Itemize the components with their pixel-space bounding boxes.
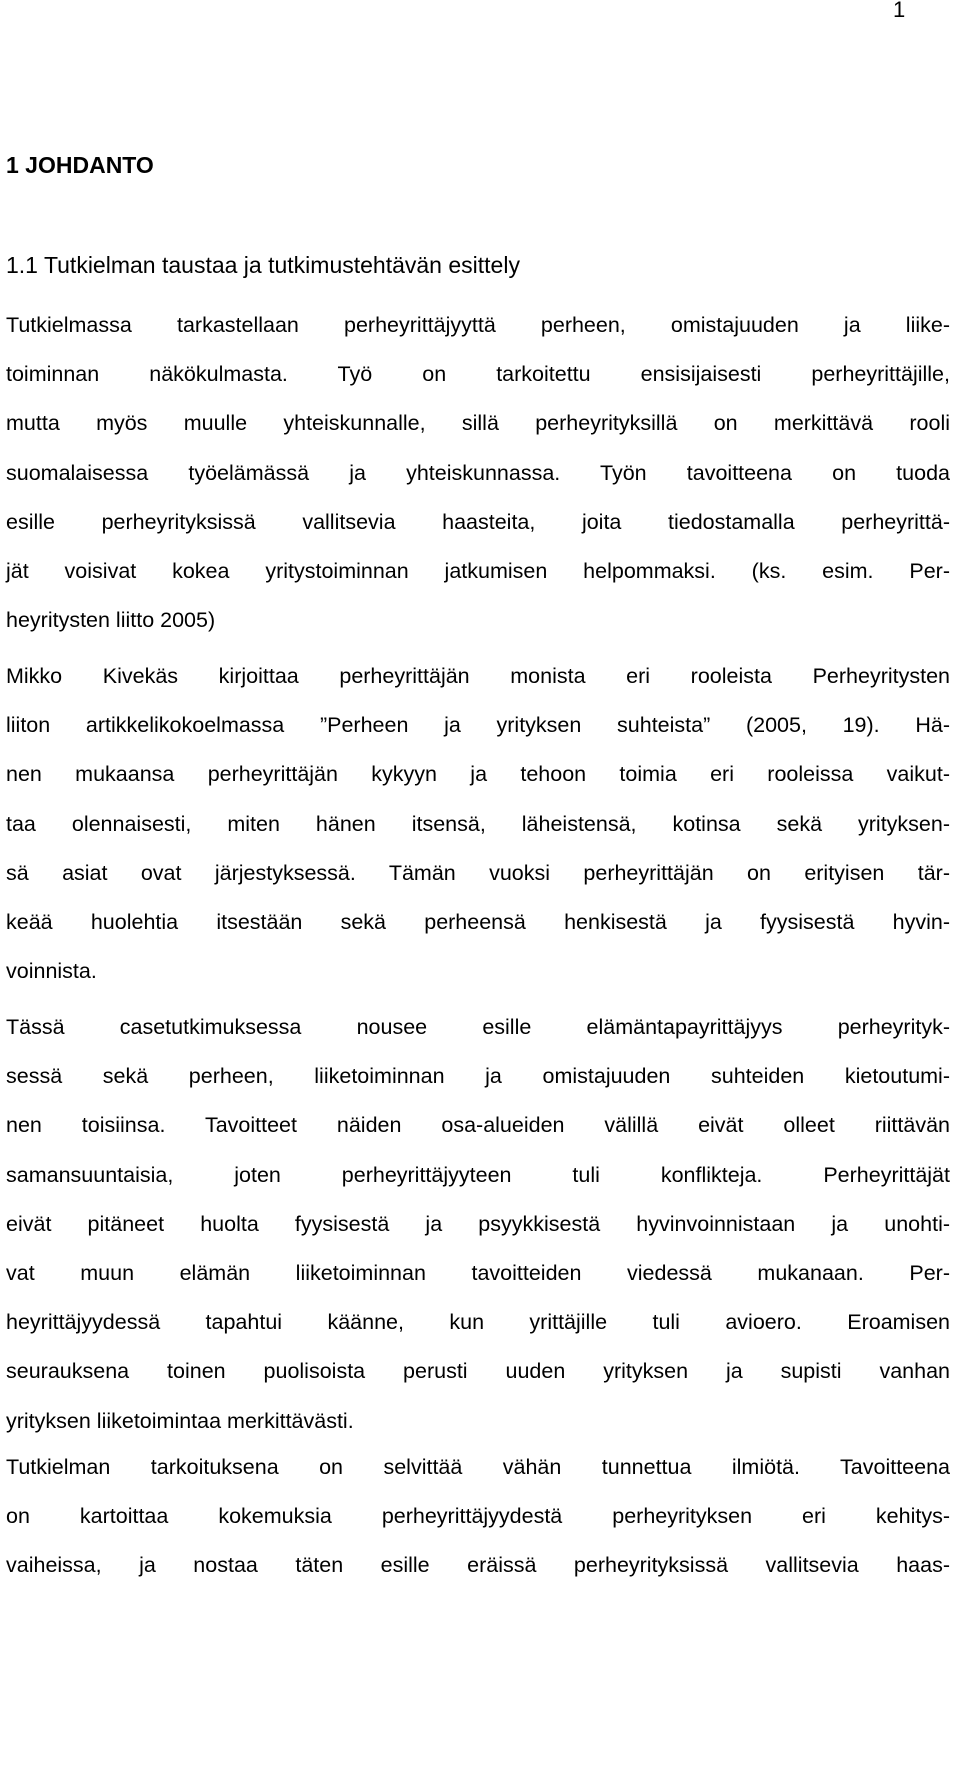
chapter-heading: 1 JOHDANTO bbox=[6, 152, 154, 178]
section-heading: 1.1 Tutkielman taustaa ja tutkimustehtävän esittely bbox=[6, 252, 520, 278]
text-line: jät voisivat kokea yritystoiminnan jatkumisen helpommaksi. (ks. esim. Per- bbox=[6, 558, 950, 583]
text-line: yrityksen liiketoimintaa merkittävästi. bbox=[6, 1408, 354, 1433]
paragraph-1 bbox=[6, 301, 950, 645]
text-line: Tutkielman tarkoituksena on selvittää vähän tunnettua ilmiötä. Tavoitteena bbox=[6, 1455, 950, 1479]
text-line: sessä sekä perheen, liiketoiminnan ja omistajuuden suhteiden kietoutumi- bbox=[6, 1064, 950, 1089]
text-line: Tutkielmassa tarkastellaan perheyrittäjyyttä perheen, omistajuuden ja liike- bbox=[6, 313, 950, 337]
text-line: Mikko Kivekäs kirjoittaa perheyrittäjän monista eri rooleista Perheyritysten bbox=[6, 664, 950, 688]
text-line: esille perheyrityksissä vallitsevia haasteita, joita tiedostamalla perheyrittä- bbox=[6, 509, 950, 534]
text-line: heyritysten liitto 2005) bbox=[6, 608, 216, 633]
text-line: vat muun elämän liiketoiminnan tavoitteiden viedessä mukanaan. Per- bbox=[6, 1260, 950, 1285]
text-line: nen mukaansa perheyrittäjän kykyyn ja tehoon toimia eri rooleissa vaikut- bbox=[6, 762, 950, 787]
paragraph-2 bbox=[6, 652, 950, 996]
text-line: mutta myös muulle yhteiskunnalle, sillä perheyrityksillä on merkittävä rooli bbox=[6, 411, 950, 436]
text-line: liiton artikkelikokoelmassa ”Perheen ja yrityksen suhteista” (2005, 19). Hä- bbox=[6, 713, 950, 738]
text-line: eivät pitäneet huolta fyysisestä ja psyykkisestä hyvinvoinnistaan ja unohti- bbox=[6, 1211, 950, 1236]
text-line: keää huolehtia itsestään sekä perheensä henkisestä ja fyysisestä hyvin- bbox=[6, 909, 950, 934]
text-line: vaiheissa, ja nostaa täten esille eräissä perheyrityksissä vallitsevia haas- bbox=[6, 1553, 950, 1578]
text-line: suomalaisessa työelämässä ja yhteiskunnassa. Työn tavoitteena on tuoda bbox=[6, 460, 950, 485]
paragraph-4 bbox=[6, 1443, 950, 1591]
text-line: voinnista. bbox=[6, 959, 97, 984]
text-line: samansuuntaisia, joten perheyrittäjyyteen tuli konflikteja. Perheyrittäjät bbox=[6, 1162, 950, 1187]
text-line: heyrittäjyydessä tapahtui käänne, kun yrittäjille tuli avioero. Eroamisen bbox=[6, 1310, 950, 1335]
text-line: nen toisiinsa. Tavoitteet näiden osa-alueiden välillä eivät olleet riittävän bbox=[6, 1113, 950, 1138]
page-number: 1 bbox=[893, 0, 906, 22]
paragraph-3 bbox=[6, 1003, 950, 1446]
text-line: seurauksena toinen puolisoista perusti uuden yrityksen ja supisti vanhan bbox=[6, 1359, 950, 1384]
text-line: Tässä casetutkimuksessa nousee esille elämäntapayrittäjyys perheyrityk- bbox=[6, 1015, 950, 1039]
text-line: sä asiat ovat järjestyksessä. Tämän vuoksi perheyrittäjän on erityisen tär- bbox=[6, 860, 950, 885]
text-line: taa olennaisesti, miten hänen itsensä, läheistensä, kotinsa sekä yrityksen- bbox=[6, 811, 950, 836]
text-line: on kartoittaa kokemuksia perheyrittäjyydestä perheyrityksen eri kehitys- bbox=[6, 1504, 950, 1529]
text-line: toiminnan näkökulmasta. Työ on tarkoitettu ensisijaisesti perheyrittäjille, bbox=[6, 362, 950, 387]
